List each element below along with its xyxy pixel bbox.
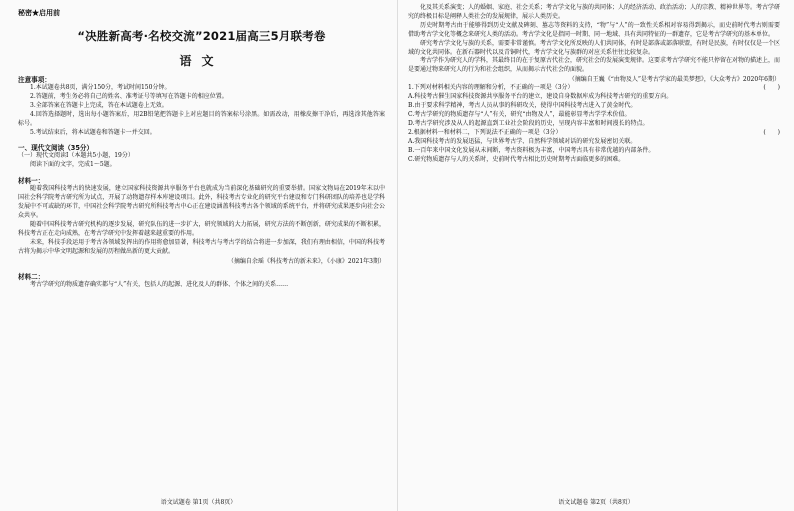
page-footer: 语文试题卷 第1页（共8页） (160, 499, 237, 506)
section-instruction: 阅读下面的文字，完成1～5题。 (30, 161, 116, 169)
exam-title: “决胜新高考·名校交流”2021届高三5月联考卷 (77, 29, 326, 43)
note-item: 5.考试结束后，将本试题卷和答题卡一并交回。 (30, 128, 156, 136)
answer-option: C.考古学研究的物质遗存与“人”有关，研究“由物及人”，最能彰显考古学学术价值。 (408, 110, 631, 118)
passage-paragraph: 随着我国科技考古的快速发展，建立国家科技资源共享服务平台也就成为当前深化基础研究的重要举措。国家文物局在2019年末以中国社会科学院考古研究所为试点，开展了动物遗存样本库建设项目。此外，科技考古专业化的研究平台建设和专门科研团队的培养也是学科发展中不可或缺的环节，中国社会科学院考古研究所科技考古中心正在建设涵盖科技考古各个领域的系统平台，并将研究成果逐步向社会公众共享。 (18, 185, 385, 219)
source-citation: （摘编自王巍《“由物及人”是考古学家的最美梦想》，《大众考古》2020年6期） (568, 76, 780, 84)
subject-title: 语文 (179, 54, 224, 68)
answer-option: A.科技考古催生国家科技资源共享服务平台的建立，建设自身数据库成为科技考古研究的重要方向。 (408, 93, 673, 101)
section-subheading: （一）现代文阅读Ⅰ（本题共5小题，19分） (18, 152, 134, 160)
answer-option: B.由于要求科学精神，考古人员从事的科研攻关，使得中国科技考古进入了黄金时代。 (408, 102, 637, 110)
source-citation: （摘编自余瑶《科技考古的新未来》，《小康》2021年3期） (227, 257, 385, 265)
passage-paragraph: 未来，科技手段运用于考古各领域发挥出的作用将愈加显著，科技考古与考古学的结合将进一步加深，我们有理由相信，中国的科技考古将为揭示中华文明起源和发展的历程做出新的更大贡献。 (18, 238, 385, 255)
passage-paragraph: 历史时期考古由于能够得到历史文献及碑刻、墓志等资料的支持，“物”与“人”的一致性关系相对容易得到揭示，而史前时代考古则需要借助考古学文化等概念来研究人类的活动。考古学文化是指同一时期、同一地域、具有共同特征的一群遗存，它是考古学研究的基本单位。 (408, 21, 780, 38)
passage-paragraph: 化及其关系演变；人的婚姻、家庭、社会关系；考古学文化与族的共同体；人的经济活动、政治活动；人的宗教、精神世界等。考古学研究的终极目标是阐释人类社会的发展规律，展示人类历史。 (408, 4, 781, 20)
answer-option: D.考古学研究涉及从人的起源直到工业社会阶段的历史，呈现内容丰富和时间漫长的特点。 (408, 119, 649, 127)
answer-option: C.研究物质遗存与人的关系时，史前时代考古相比历史时期考古面临更多的困难。 (408, 155, 625, 163)
confidential-mark: 秘密★启用前 (18, 8, 60, 17)
note-item: 1.本试题卷共8页，满分150分，考试时间150分钟。 (30, 84, 171, 91)
question-stem: 2.根据材料一和材料二，下列说法不正确的一项是（3分） ( ) (408, 128, 780, 136)
answer-option: A.我国科技考古的发展迅猛，与世界考古学、自然科学领域对话的研究发展密切关联。 (408, 137, 637, 145)
note-item: 3.全部答案在答题卡上完成，答在本试题卷上无效。 (30, 101, 168, 109)
question-stem: 1.下列对材料相关内容的理解和分析，不正确的一项是（3分） ( ) (408, 84, 780, 92)
material-label: 材料一： (18, 177, 45, 186)
answer-option: B.一百年来中国文化发展从未间断，考古资料极为丰富，中国考古具有非常优越的内部条件。 (408, 146, 655, 154)
passage-paragraph: 随着中国科技考古研究机构的逐步发展，研究队伍的进一步扩大，研究领域的大力拓展，研究方法的不断创新，研究成果的不断积累，科技考古正在走向成熟，在考古学研究中发挥着越来越重要的作用。 (18, 220, 385, 237)
notes-header: 注意事项： (18, 76, 51, 84)
material-label: 材料二： (18, 272, 45, 281)
page-right (397, 0, 794, 511)
passage-paragraph: 研究考古学文化与族的关系，需要非常谨慎。考古学文化所反映的人们共同体，有时是部落或部落联盟，有时是民族，有时仅仅是一个区域的文化共同体。在新石器时代以及青铜时代，考古学文化与族群的对应关系往往比较复杂。 (408, 39, 781, 56)
passage-paragraph: 考古学作为研究人的学科，其最终目的在于复原古代社会，研究社会的发展演变规律。这要求考古学研究不能只停留在对物的描述上，而是要通过物来研究人的行为和社会组织，从而揭示古代社会的面貌。 (408, 57, 781, 74)
section-heading: 一、现代文阅读（35分） (18, 144, 94, 153)
passage-paragraph: 考古学研究的物质遗存确实都与“人”有关，包括人的起源、进化及人的群体、个体之间的关系…… (30, 280, 289, 288)
note-item: 2.答题前，考生务必将自己的姓名、准考证号等填写在答题卡的相应位置。 (30, 92, 228, 100)
note-item: 4.回答选择题时，选出每小题答案后，用2B铅笔把答题卡上对应题目的答案标号涂黑。如需改动，用橡皮擦干净后，再选涂其他答案标号。 (18, 110, 385, 127)
page-footer: 语文试题卷 第2页（共8页） (558, 499, 634, 506)
